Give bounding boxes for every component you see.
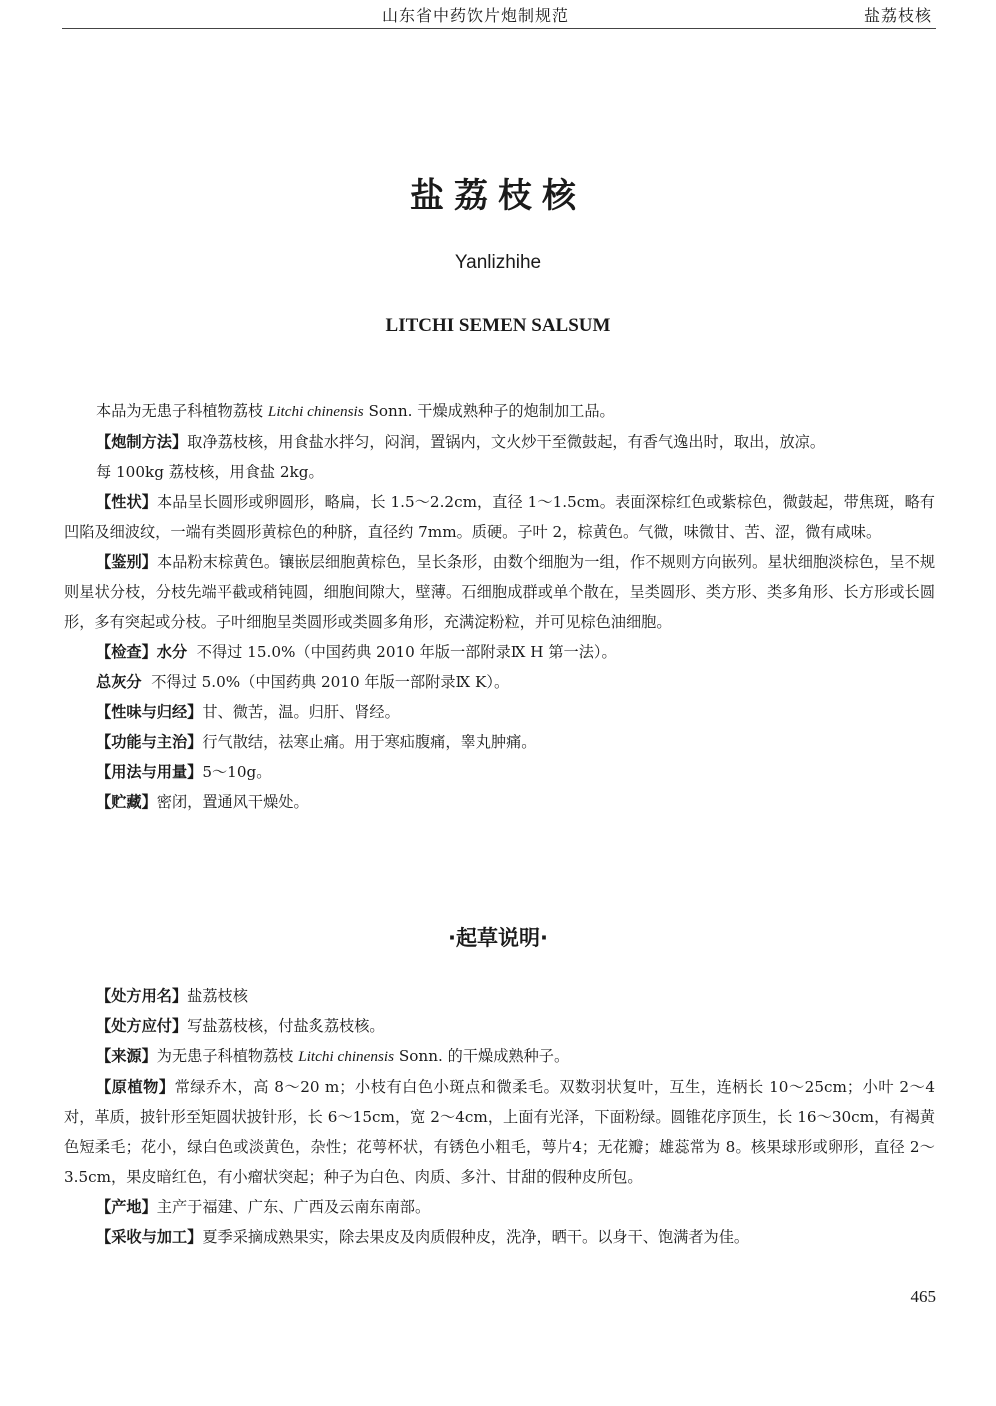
function-paragraph: 【功能与主治】行气散结，祛寒止痛。用于寒疝腹痛，睾丸肿痛。 xyxy=(96,733,537,751)
drafting-body xyxy=(64,981,935,1252)
function-label: 【功能与主治】 xyxy=(96,733,203,751)
running-header xyxy=(62,0,936,29)
processing-paragraph: 【炮制方法】取净荔枝核，用食盐水拌匀，闷润，置锅内，文火炒干至微鼓起，有香气逸出时，取出，放凉。 xyxy=(96,433,825,451)
identification-paragraph: 【鉴别】本品粉末棕黄色。镶嵌层细胞黄棕色，呈长条形，由数个细胞为一组，作不规则方向嵌列。星状细胞淡棕色，呈不规则星状分枝，分枝先端平截或稍钝圆，细胞间隙大，壁薄。石细胞成群或单个散在，呈类圆形、类方形、类多角形、长方形或长圆形，多有突起或分枝。子叶细胞呈类圆形或类圆多角形，充满淀粉粒，并可见棕色油细胞。 xyxy=(64,553,936,631)
nature-label: 【性味与归经】 xyxy=(96,703,203,721)
prescription-dispense-paragraph: 【处方应付】写盐荔枝核，付盐炙荔枝核。 xyxy=(96,1017,385,1035)
page-number: 465 xyxy=(910,1287,936,1306)
harvest-label: 【采收与加工】 xyxy=(96,1228,203,1246)
intro-paragraph: 本品为无患子科植物荔枝 Litchi chinensis Sonn. 干燥成熟种子的炮制加工品。 xyxy=(96,402,615,420)
prescription-name-label: 【处方用名】 xyxy=(96,987,188,1005)
storage-label: 【贮藏】 xyxy=(96,793,157,811)
latin-name: LITCHI SEMEN SALSUM xyxy=(385,315,611,336)
header-section-title: 盐荔枝核 xyxy=(863,6,932,25)
origin-label: 【产地】 xyxy=(96,1198,157,1216)
usage-paragraph: 【用法与用量】5～10g。 xyxy=(96,763,272,781)
monograph-body xyxy=(64,396,935,817)
processing-label: 【炮制方法】 xyxy=(96,433,188,451)
inspection-ash-paragraph: 总灰分 不得过 5.0%（中国药典 2010 年版一部附录Ⅸ K）。 xyxy=(96,673,510,691)
usage-label: 【用法与用量】 xyxy=(96,763,203,781)
drafting-heading: ·起草说明· xyxy=(448,926,548,950)
inspection-label: 【检查】 xyxy=(96,643,157,661)
header-book-title: 山东省中药饮片炮制规范 xyxy=(382,6,570,25)
prescription-dispense-label: 【处方应付】 xyxy=(96,1017,188,1035)
identification-label: 【鉴别】 xyxy=(96,553,158,571)
moisture-label: 水分 xyxy=(156,643,188,661)
prescription-name-paragraph: 【处方用名】盐荔枝核 xyxy=(96,987,248,1005)
inspection-moisture-paragraph: 【检查】水分 不得过 15.0%（中国药典 2010 年版一部附录Ⅸ H 第一法）。 xyxy=(96,643,617,661)
plant-paragraph: 【原植物】常绿乔木，高 8～20 m；小枝有白色小斑点和微柔毛。双数羽状复叶，互生，连柄长 10～25cm；小叶 2～4 对，革质，披针形至矩圆状披针形，长 6～15cm，宽 2～4cm，上面有光泽，下面粉绿。圆锥花序顶生，长 16～30cm，有褐黄色短柔毛；花小，绿白色或淡黄色，杂性；花萼杯状，有锈色小粗毛，萼片4；无花瓣；雄蕊常为 8。核果球形或卵形，直径 2～3.5cm，果皮暗红色，有小瘤状突起；种子为白色、肉质、多汁、甘甜的假种皮所包。 xyxy=(64,1078,935,1186)
plant-label: 【原植物】 xyxy=(96,1078,175,1096)
origin-paragraph: 【产地】主产于福建、广东、广西及云南东南部。 xyxy=(96,1198,431,1216)
page-title: 盐荔枝核 xyxy=(410,176,586,216)
ash-label: 总灰分 xyxy=(96,673,142,691)
character-paragraph: 【性状】本品呈长圆形或卵圆形，略扁，长 1.5～2.2cm，直径 1～1.5cm。表面深棕红色或紫棕色，微鼓起，带焦斑，略有凹陷及细波纹，一端有类圆形黄棕色的种脐，直径约 7mm。质硬。子叶 2，棕黄色。气微，味微甘、苦、涩，微有咸味。 xyxy=(64,493,935,541)
harvest-paragraph: 【采收与加工】夏季采摘成熟果实，除去果皮及肉质假种皮，洗净，晒干。以身干、饱满者为佳。 xyxy=(96,1228,750,1246)
ratio-paragraph: 每 100kg 荔枝核，用食盐 2kg。 xyxy=(96,463,324,481)
source-paragraph: 【来源】为无患子科植物荔枝 Litchi chinensis Sonn. 的干燥成熟种子。 xyxy=(96,1047,570,1065)
source-label: 【来源】 xyxy=(96,1047,157,1065)
nature-paragraph: 【性味与归经】甘、微苦，温。归肝、肾经。 xyxy=(96,703,400,721)
pinyin-name: Yanlizhihe xyxy=(454,252,542,273)
character-label: 【性状】 xyxy=(96,493,157,511)
storage-paragraph: 【贮藏】密闭，置通风干燥处。 xyxy=(96,793,309,811)
